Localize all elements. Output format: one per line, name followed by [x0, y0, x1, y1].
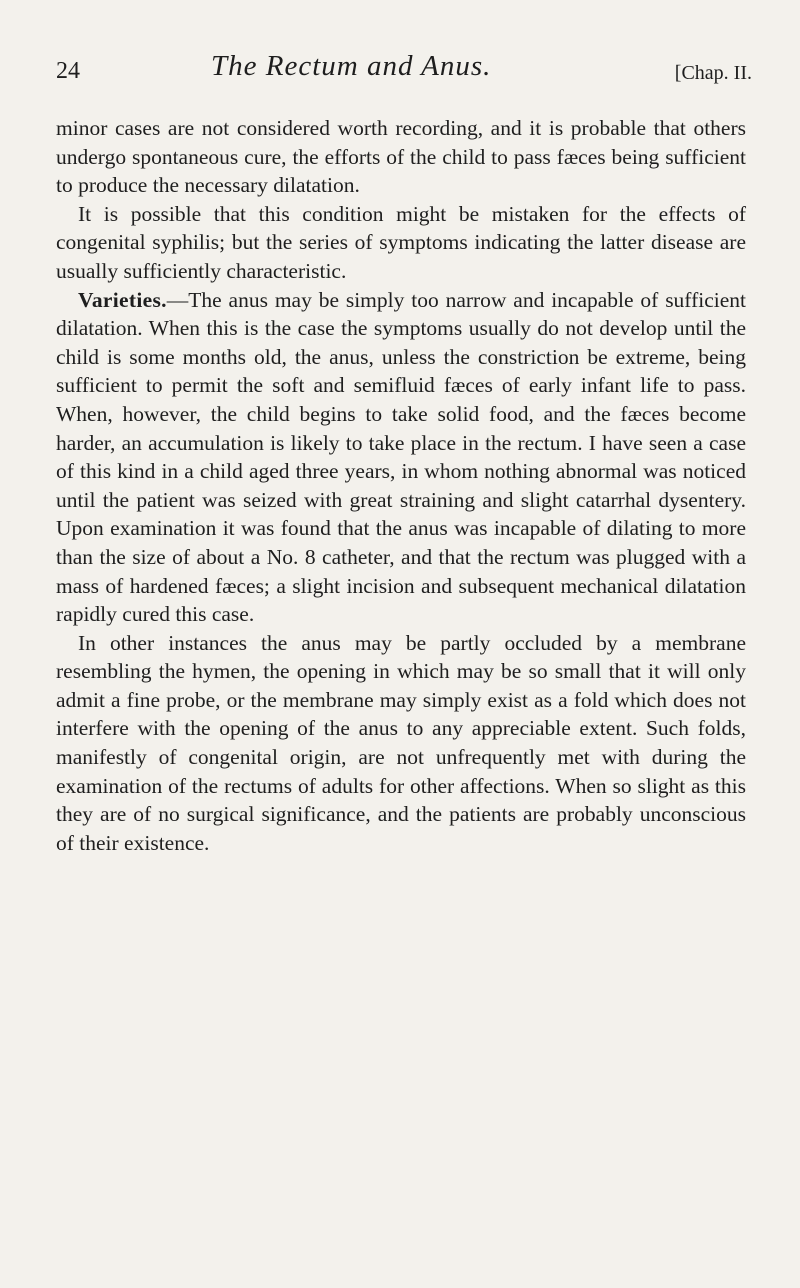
paragraph [56, 629, 746, 858]
body-text [56, 114, 746, 857]
paragraph-varieties [56, 286, 746, 629]
section-heading: Varieties. [78, 287, 167, 312]
page-number: 24 [56, 58, 80, 84]
paragraph-text: —The anus may be simply too narrow and incapable of sufficient dilatation. When this is the case the symptoms usually do not develop until the child is some months old, the anus, unless the constriction be extreme, being sufficient to permit the soft and semifluid fæces of early infant life to pass. When, however, the child begins to take solid food, and the fæces become harder, an accumulation is likely to take place in the rectum. I have seen a case of this kind in a child aged three years, in whom nothing abnormal was noticed until the patient was seized with great straining and slight catarrhal dysentery. Upon examination it was found that the anus was incapable of dilating to more than the size of about a No. 8 catheter, and that the rectum was plugged with a mass of hardened fæces; a slight incision and subsequent mechanical dilatation rapidly cured this case. [56, 287, 746, 627]
paragraph-text: It is possible that this condition might be mistaken for the effects of congenital syphilis; but the series of symptoms indicating the latter disease are usually sufficiently characteristic. [56, 201, 746, 283]
paragraph-text: In other instances the anus may be partly occluded by a membrane resembling the hymen, the opening in which may be so small that it will only admit a fine probe, or the membrane may simply exist as a fold which does not interfere with the opening of the anus to any appreciable extent. Such folds, manifestly of congenital origin, are not unfrequently met with during the examination of the rectums of adults for other affections. When so slight as this they are of no surgical significance, and the patients are probably unconscious of their existence. [56, 630, 746, 855]
paragraph-continuation [56, 114, 746, 200]
paragraph-text: minor cases are not considered worth recording, and it is probable that others undergo spontaneous cure, the efforts of the child to pass fæces being sufficient to produce the necessary dilatation. [56, 116, 746, 198]
running-head [56, 50, 752, 90]
book-title: The Rectum and Anus. [211, 50, 492, 82]
paragraph [56, 200, 746, 286]
chapter-label: [Chap. II. [674, 62, 752, 84]
